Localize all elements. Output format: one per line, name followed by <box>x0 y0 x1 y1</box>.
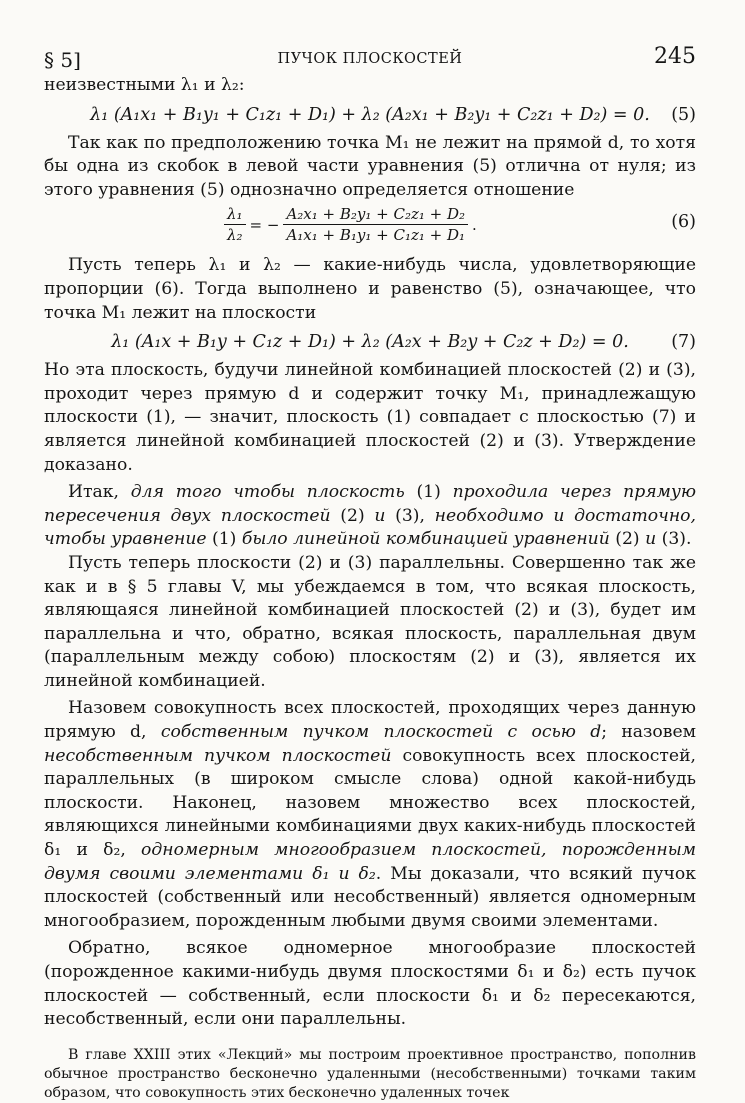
equation-6-lhs-fraction <box>224 204 246 245</box>
equation-6-lhs-numerator: λ₁ <box>224 204 246 225</box>
p6-d: несобственным пучком плоскостей <box>44 745 392 766</box>
p4-i: (1) <box>206 529 242 550</box>
equation-7-number: (7) <box>671 332 696 353</box>
section-marker: § 5] <box>44 48 81 72</box>
equation-6-lhs-denominator: λ₂ <box>227 226 243 245</box>
equation-6-end: . <box>472 215 477 234</box>
p6-f: одномерным многообразием плоскостей, порожденным двумя своими элементами δ₁ и δ₂ <box>44 840 696 884</box>
paragraph-2: Пусть теперь λ₁ и λ₂ — какие-нибудь числа, удовлетворяющие пропорции (6). Тогда выполнено и равенство (5), означающее, что точка M₁ лежит на плоскости <box>44 255 696 323</box>
equation-6-rhs-fraction <box>283 204 468 245</box>
equation-7 <box>44 327 696 357</box>
equation-5-number: (5) <box>671 104 696 125</box>
p4-a: Итак, <box>68 482 131 503</box>
equation-5 <box>44 100 696 130</box>
paragraph-3: Но эта плоскость, будучи линейной комбинацией плоскостей (2) и (3), проходит через прямую d и содержит точку M₁, принадлежащую плоскости (1), — значит, плоскость (1) совпадает с плоскостью (7) и является линейной комбинацией плоскостей (2) и (3). Утверждение доказано. <box>44 360 696 475</box>
p4-e: (2) <box>330 505 375 526</box>
equation-6-rhs-numerator: A₂x₁ + B₂y₁ + C₂z₁ + D₂ <box>283 204 468 225</box>
p6-a: Назовем совокупность всех плоскостей, проходящих через данную прямую d, <box>44 698 696 743</box>
paragraph-1: Так как по предположению точка M₁ не лежит на прямой d, то хотя бы одна из скобок в левой части уравнения (5) отлична от нуля; из этого уравнения (5) однозначно определяется отношение <box>44 132 696 200</box>
running-title: ПУЧОК ПЛОСКОСТЕЙ <box>277 51 463 67</box>
p4-g: (3), <box>385 505 435 526</box>
paragraph-6 <box>44 697 696 933</box>
p4-c: (1) <box>404 482 453 503</box>
equation-6-number: (6) <box>671 212 696 233</box>
footnote <box>44 1046 696 1103</box>
p4-k: (2) <box>609 529 646 550</box>
equation-6-rhs-denominator: A₁x₁ + B₁y₁ + C₁z₁ + D₁ <box>286 226 466 245</box>
p6-c: ; назовем <box>601 722 696 743</box>
equation-5-formula: λ₁ (A₁x₁ + B₁y₁ + C₁z₁ + D₁) + λ₂ (A₂x₁ + B₂y₁ + C₂z₁ + D₂) = 0. <box>90 104 650 125</box>
p4-d: проходила через прямую пересечения двух плоскостей <box>44 482 696 526</box>
running-header <box>44 40 696 74</box>
p6-e: совокупность всех плоскостей, параллельных (в широком смысле слова) одной какой-нибудь плоскости. Наконец, назовем множество всех плоскостей, являющихся линейными комбинациями двух каких-нибудь плоскостей δ₁ и δ₂, <box>44 745 696 861</box>
paragraph-5: Пусть теперь плоскости (2) и (3) параллельны. Совершенно так же как и в § 5 главы V, мы убеждаемся в том, что всякая плоскость, являющаяся линейной комбинацией плоскостей (2) и (3), будет им параллельна и что, обратно, всякая плоскость, параллельная двум (параллельным между собою) плоскостям (2) и (3), является их линейной комбинацией. <box>44 552 696 691</box>
paragraph-4-theorem <box>44 481 696 552</box>
paragraph-7: Обратно, всякое одномерное многообразие плоскостей (порожденное какими-нибудь двумя плоскостями δ₁ и δ₂) есть пучок плоскостей — собственный, если плоскости δ₁ и δ₂ пересекаются, несобственный, если они параллельны. <box>44 938 696 1030</box>
page-number: 245 <box>654 44 696 69</box>
p4-f: и <box>374 505 386 526</box>
p4-m: (3). <box>656 529 692 550</box>
p4-l: и <box>645 529 657 550</box>
text-line-intro: неизвестными λ₁ и λ₂: <box>44 75 245 95</box>
p4-j: было линейной комбинацией уравнений <box>241 529 610 550</box>
equation-7-formula: λ₁ (A₁x + B₁y + C₁z + D₁) + λ₂ (A₂x + B₂y + C₂z + D₂) = 0. <box>111 332 629 353</box>
equation-6 <box>44 204 696 250</box>
equation-6-sign: = − <box>249 215 280 234</box>
p4-h: необходимо и достаточно, чтобы уравнение <box>44 505 696 550</box>
p4-b: для того чтобы плоскость <box>130 482 405 503</box>
p6-b: собственным пучком плоскостей с осью d <box>160 722 602 743</box>
book-page <box>44 40 696 1103</box>
footnote-text: В главе XXIII этих «Лекций» мы построим проективное пространство, пополнив обычное пространство бесконечно удаленными (несобственными) точками таким образом, что совокупность этих бесконечно удаленных точек <box>44 1046 696 1101</box>
p6-g: . Мы доказали, что всякий пучок плоскостей (собственный или несобственный) является одномерным многообразием, порожденным любыми двумя своими элементами. <box>44 863 696 931</box>
